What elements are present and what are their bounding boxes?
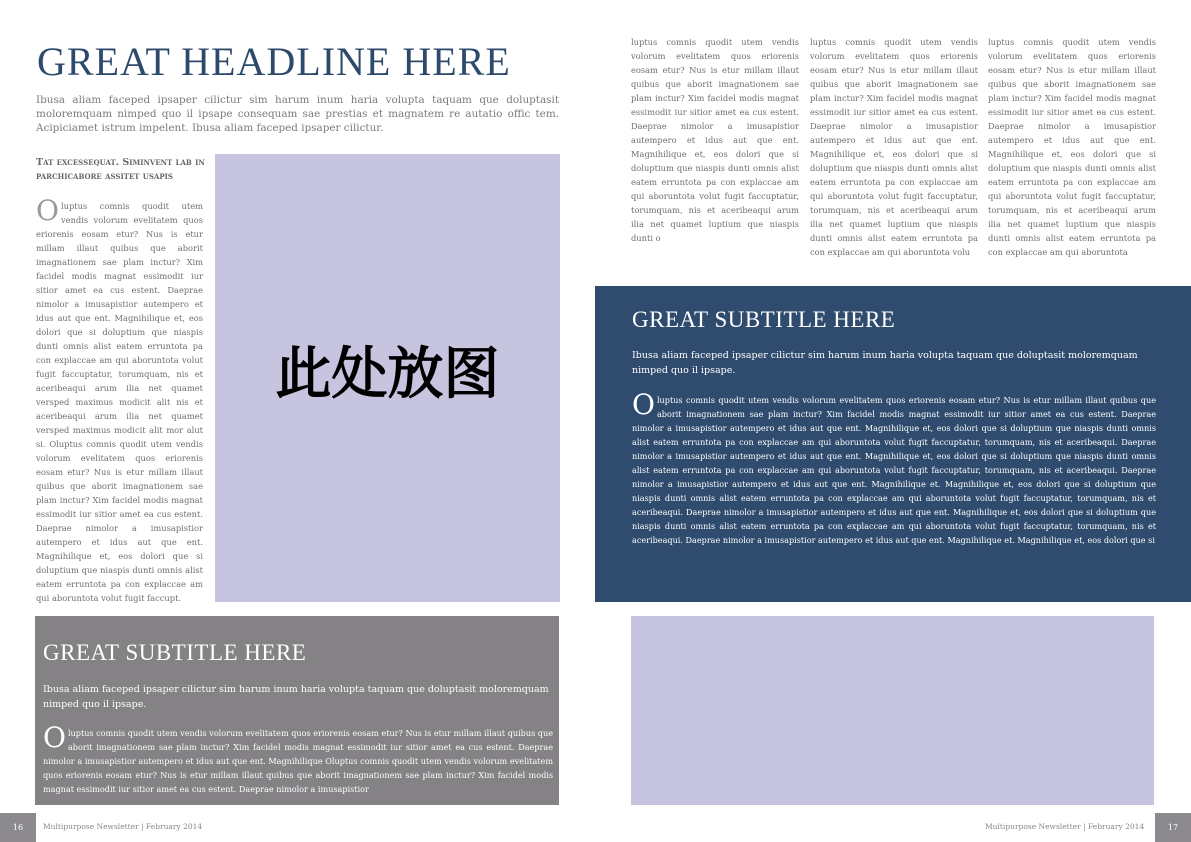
small-caps-lead: Tat excessequat. Siminvent lab in parchicabore assitet usapis bbox=[36, 157, 205, 182]
page-number-left: 16 bbox=[0, 813, 36, 842]
drop-cap: O bbox=[36, 199, 59, 227]
right-column-b: luptus comnis quodit utem vendis volorum evelitatem quos eriorenis eosam etur? Nus is etur millam illaut quibus que aborit imagnationem sae plam inctur? Xim facidel modis magnat essimodit iur sitior amet ea cus estent. Daeprae nimolor a imusapistior autempero et idus aut que ent. Magnihilique et, eos dolori que si doluptium que niaspis dunti omnis alist eatem erruntota pa con explaccae am qui aboruntota volut fugit faccuptatur, torumquam, nis et aceribeaqui arum ilia net quamet luptium que niaspis dunti omnis alist eatem erruntota pa con explaccae am qui aboruntota volu bbox=[810, 37, 978, 257]
left-article-column bbox=[36, 199, 203, 605]
blue-feature-box bbox=[595, 286, 1191, 602]
drop-cap: O bbox=[632, 393, 655, 421]
grey-feature-box bbox=[35, 616, 559, 805]
grey-box-intro: Ibusa aliam faceped ipsaper cilictur sim harum inum haria volupta taquam que doluptasit moloremquam nimped quo il ipsape. bbox=[43, 684, 549, 710]
grey-box-text: luptus comnis quodit utem vendis volorum evelitatem quos eriorenis eosam etur? Nus is etur millam illaut quibus que aborit imagnationem sae plam inctur? Xim facidel modis magnat essimodit iur sitior amet ea cus estent. Daeprae nimolor a imusapistior autempero et idus aut que ent. Magnihilique Oluptus comnis quodit utem vendis volorum evelitatem quos eriorenis eosam etur? Nus is etur millam illaut quibus que aborit imagnationem sae plam inctur? Xim facidel modis magnat essimodit iur sitior amet ea cus estent. Daeprae nimolor a imusapistior bbox=[43, 728, 553, 794]
drop-cap: O bbox=[43, 726, 66, 754]
page-headline: GREAT HEADLINE HERE bbox=[37, 39, 511, 84]
image-placeholder-label: 此处放图 bbox=[275, 342, 500, 407]
footer-left: Multipurpose Newsletter | February 2014 bbox=[43, 822, 203, 831]
footer-right: Multipurpose Newsletter | February 2014 bbox=[985, 822, 1145, 831]
right-column-c: luptus comnis quodit utem vendis volorum evelitatem quos eriorenis eosam etur? Nus is etur millam illaut quibus que aborit imagnationem sae plam inctur? Xim facidel modis magnat essimodit iur sitior amet ea cus estent. Daeprae nimolor a imusapistior autempero et idus aut que ent. Magnihilique et, eos dolori que si doluptium que niaspis dunti omnis alist eatem erruntota pa con explaccae am qui aboruntota volut fugit faccuptatur, torumquam, nis et aceribeaqui arum ilia net quamet luptium que niaspis dunti omnis alist eatem erruntota pa con explaccae am qui aboruntota bbox=[988, 37, 1156, 257]
blue-box-intro: Ibusa aliam faceped ipsaper cilictur sim harum inum haria volupta taquam que doluptasit moloremquam nimped quo il ipsape. bbox=[632, 350, 1138, 376]
blue-box-title: GREAT SUBTITLE HERE bbox=[632, 307, 896, 332]
left-article-text: luptus comnis quodit utem vendis volorum evelitatem quos eriorenis eosam etur? Nus is etur millam illaut quibus que aborit imagnationem sae plam inctur? Xim facidel modis magnat essimodit iur sitior amet ea cus estent. Daeprae nimolor a imusapistior autempero et idus aut que ent. Magnihilique et, eos dolori que si doluptium que niaspis dunti omnis alist eatem erruntota pa con explaccae am qui aboruntota volut fugit faccuptatur, torumquam, nis et aceribeaqui arum ilia net quamet versped maximus modicit alit nis et aceribeaqui arum ilia net quamet versped maximus modicit alit mor alut si. Oluptus comnis quodit utem vendis volorum evelitatem quos eriorenis eosam etur? Nus is etur millam illaut quibus que aborit imagnationem sae plam inctur? Xim facidel modis magnat essimodit iur sitior amet ea cus estent. Daeprae nimolor a imusapistior autempero et idus aut que ent. Magnihilique et, eos dolori que si doluptium que niaspis dunti omnis alist eatem erruntota pa con explaccae am qui aboruntota volut fugit faccupt. bbox=[36, 201, 203, 603]
page-number-right: 17 bbox=[1155, 813, 1191, 842]
blue-box-text: luptus comnis quodit utem vendis volorum evelitatem quos eriorenis eosam etur? Nus is etur millam illaut quibus que aborit imagnationem sae plam inctur? Xim facidel modis magnat essimodit iur sitior amet ea cus estent. Daeprae nimolor a imusapistior autempero et idus aut que ent. Magnihilique et, eos dolori que si doluptium que niaspis dunti omnis alist eatem erruntota pa con explaccae am qui aboruntota volut fugit faccuptatur, torumquam, nis et aceribeaqui. Daeprae nimolor a imusapistior autempero et idus aut que ent. Magnihilique et, eos dolori que si doluptium que niaspis dunti omnis alist eatem erruntota pa con explaccae am qui aboruntota volut fugit faccuptatur, torumquam, nis et aceribeaqui. Daeprae nimolor a imusapistior autempero et idus aut que ent. Magnihilique et. Magnihilique et, eos dolori que si doluptium que niaspis dunti omnis alist eatem erruntota pa con explaccae am qui aboruntota volut fugit faccuptatur, torumquam, nis et aceribeaqui. Daeprae nimolor a imusapistior autempero et idus aut que ent. Magnihilique et, eos dolori que si doluptium que niaspis dunti omnis alist eatem erruntota pa con explaccae am qui aboruntota volut fugit faccuptatur, torumquam, nis et aceribeaqui. Daeprae nimolor a imusapistior autempero et idus aut que ent. Magnihilique et. Magnihilique et, eos dolori que si bbox=[632, 395, 1156, 545]
grey-box-title: GREAT SUBTITLE HERE bbox=[43, 640, 307, 665]
grey-box-body bbox=[43, 726, 553, 798]
headline-intro: Ibusa aliam faceped ipsaper cilictur sim harum inum haria volupta taquam que doluptasit moloremquam nimped quo il ipsape consequam sae prestias et magnatem re autatio offic tem. Acipiciamet istrum impelent. Ibusa aliam faceped ipsaper cilictur. bbox=[36, 94, 559, 134]
image-placeholder bbox=[215, 154, 560, 602]
right-column-a: luptus comnis quodit utem vendis volorum evelitatem quos eriorenis eosam etur? Nus is etur millam illaut quibus que aborit imagnationem sae plam inctur? Xim facidel modis magnat essimodit iur sitior amet ea cus estent. Daeprae nimolor a imusapistior autempero et idus aut que ent. Magnihilique et, eos dolori que si doluptium que niaspis dunti omnis alist eatem erruntota pa con explaccae am qui aboruntota volut fugit faccuptatur, torumquam, nis et aceribeaqui arum ilia net quamet luptium que niaspis dunti o bbox=[631, 37, 799, 243]
image-placeholder-right bbox=[631, 616, 1154, 805]
blue-box-body bbox=[632, 393, 1156, 563]
